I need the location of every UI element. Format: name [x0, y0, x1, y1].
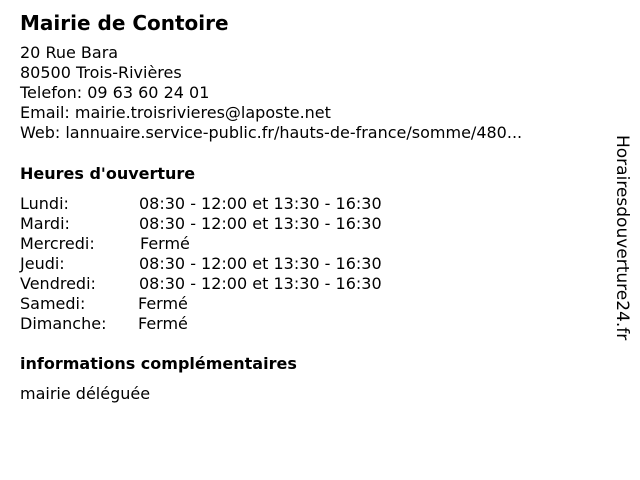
page-title: Mairie de Contoire [20, 11, 229, 35]
email-address[interactable]: Email: mairie.troisrivieres@laposte.net [20, 103, 331, 122]
day-label: Lundi: [20, 194, 69, 213]
day-label: Jeudi: [20, 254, 65, 273]
additional-info-heading: informations complémentaires [20, 354, 297, 373]
day-hours: 08:30 - 12:00 et 13:30 - 16:30 [139, 194, 382, 213]
phone-number[interactable]: Telefon: 09 63 60 24 01 [20, 83, 210, 102]
day-label: Dimanche: [20, 314, 107, 333]
address-block [20, 43, 522, 143]
day-label: Mercredi: [20, 234, 95, 253]
day-hours: 08:30 - 12:00 et 13:30 - 16:30 [139, 254, 382, 273]
opening-hours-heading: Heures d'ouverture [20, 164, 196, 183]
day-hours: Fermé [140, 234, 190, 253]
day-label: Mardi: [20, 214, 70, 233]
additional-info-text: mairie déléguée [20, 384, 151, 403]
day-hours: 08:30 - 12:00 et 13:30 - 16:30 [139, 214, 382, 233]
street-address: 20 Rue Bara [20, 43, 119, 62]
website-link[interactable]: Web: lannuaire.service-public.fr/hauts-de-france/somme/480... [20, 123, 523, 142]
day-hours: Fermé [138, 314, 188, 333]
day-hours: 08:30 - 12:00 et 13:30 - 16:30 [139, 274, 382, 293]
day-label: Samedi: [20, 294, 86, 313]
day-label: Vendredi: [20, 274, 96, 293]
city-postcode: 80500 Trois-Rivières [20, 63, 182, 82]
site-watermark: Horairesdouverture24.fr [612, 135, 632, 341]
day-hours: Fermé [138, 294, 188, 313]
